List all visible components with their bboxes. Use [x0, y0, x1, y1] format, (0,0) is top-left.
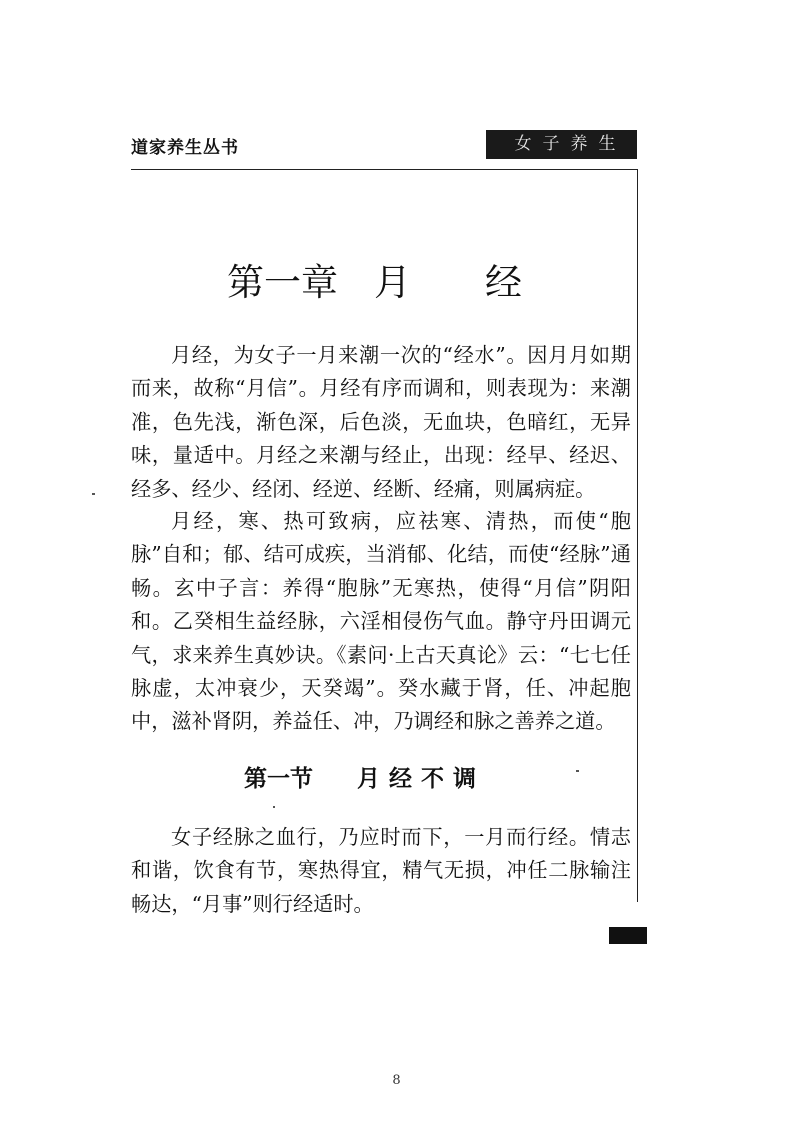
- scan-speck: [273, 806, 275, 808]
- scan-speck: [92, 493, 95, 495]
- chapter-label: 第一章: [227, 261, 338, 304]
- chapter-title-char-2: 经: [485, 261, 522, 304]
- header-rule: [131, 169, 637, 170]
- body-paragraph-2: 月经，寒、热可致病，应祛寒、清热，而使“胞脉”自和；郁、结可成疾，当消郁、化结，而使“经脉”通畅。玄中子言：养得“胞脉”无寒热，使得“月信”阴阳和。乙癸相生益经脉，六淫相侵伤气血。静守丹田调元气，求来养生真妙诀。《素问·上古天真论》云：“七七任脉虚，太冲衰少，天癸竭”。癸水藏于肾，任、冲起胞中，滋补肾阴，养益任、冲，乃调经和脉之善养之道。: [131, 509, 631, 734]
- body-paragraph-1: 月经，为女子一月来潮一次的“经水”。因月月如期而来，故称“月信”。月经有序而调和，则表现为：来潮准，色先浅，渐色深，后色淡，无血块，色暗红，无异味，量适中。月经之来潮与经止，出现：经早、经迟、经多、经少、经闭、经逆、经断、经痛，则属病症。: [131, 343, 631, 501]
- scan-speck: [576, 770, 579, 772]
- series-title: 道家养生丛书: [131, 138, 239, 158]
- section-heading: 月经不调: [357, 765, 485, 792]
- thumb-index-tab: [609, 927, 647, 944]
- book-title-badge: 女子养生: [486, 130, 637, 159]
- section-label: 第一节: [244, 765, 313, 792]
- page-number: 8: [392, 1073, 401, 1088]
- side-margin-rule: [637, 169, 638, 902]
- section-paragraph: 女子经脉之血行，乃应时而下，一月而行经。情志和谐，饮食有节，寒热得宜，精气无损，冲任二脉输注畅达，“月事”则行经适时。: [131, 825, 631, 916]
- chapter-title-char-1: 月: [374, 261, 411, 304]
